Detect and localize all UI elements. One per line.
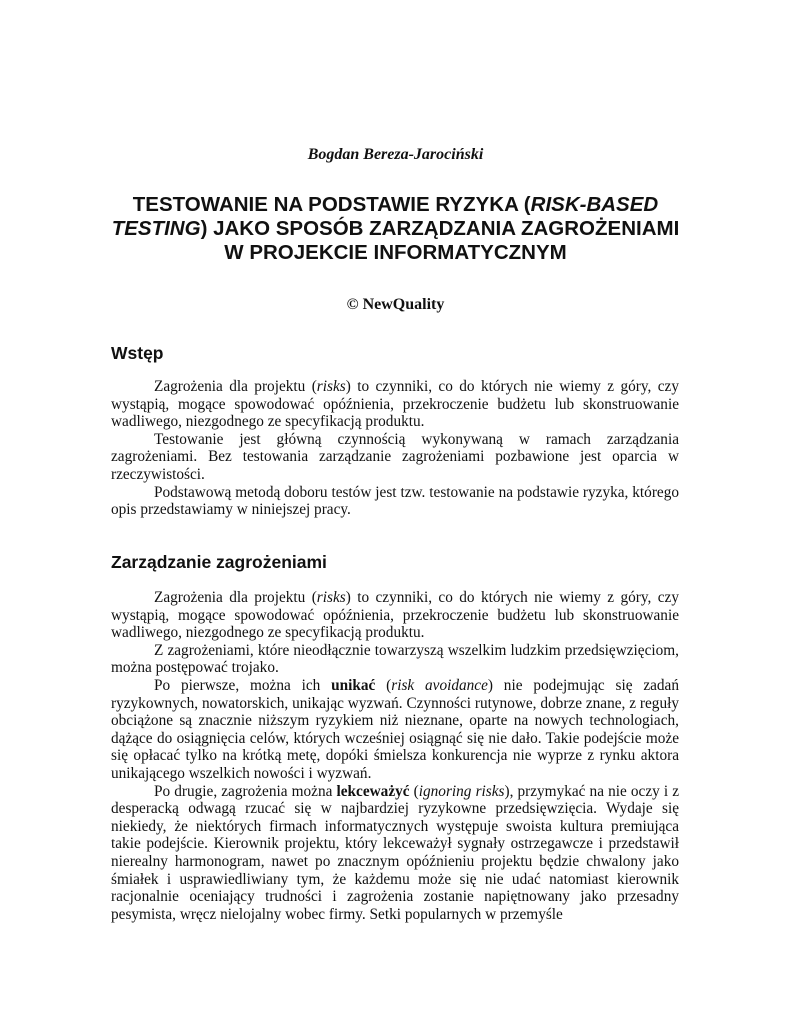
text-run: ( (409, 782, 419, 800)
text-run: Zagrożenia dla projektu ( (154, 378, 317, 395)
paragraph: Testowanie jest główną czynnością wykonywaną w ramach zarządzania zagrożeniami. Bez testowania zarządzanie zagrożeniami pozbawione jest oparcia w rzeczywistości. (111, 430, 679, 483)
section-heading-zarzadzanie: Zarządzanie zagrożeniami (111, 552, 327, 572)
paragraph (111, 589, 679, 642)
text-run: ) nie podejmując się zadań ryzykownych, nowatorskich, unikając wyzwań. Czynności rutynowe, dobrze znane, z reguły obciążone są znacznie niższym ryzykiem niż nieznane, oparte na nowych technologiach, dążące do osiągnięcia celów, których wcześniej osiągnąć się nie dało. Takie podejście może się opłacać tylko na krótką metę, dopóki śmielsza konkurencja nie wyprze z rynku aktora unikającego wszelkich nowości i wyzwań. (111, 676, 679, 782)
author-name: Bogdan Bereza-Jarociński (307, 146, 484, 163)
text-run: ), przymykać na nie oczy i z desperacką odwagą rzucać się w najbardziej ryzykowne przedsięwzięcia. Wydaje się niekiedy, że niektórych firmach informatycznych występuje swoista kultura premiująca takie podejście. Kierownik projektu, który lekceważył sygnały ostrzegawcze i przedstawił nierealny harmonogram, nawet po znacznym opóźnieniu projektu będzie chwalony jako śmiałek i usprawiedliwiany tym, że każdemu może się nie udać natomiast kierownik racjonalnie oceniający trudności i zagrożenia zostanie napiętnowany jako przesadny pesymista, wręcz nielojalny wobec firmy. Setki popularnych w przemyśle (111, 782, 680, 923)
title-part-2: ) JAKO SPOSÓB ZARZĄDZANIA ZAGROŻENIAMI W PROJEKCIE INFORMATYCZNYM (200, 217, 680, 264)
paragraph (111, 378, 679, 431)
paragraph (111, 677, 679, 783)
italic-term: ignoring risks (418, 782, 505, 800)
italic-term: risks (316, 589, 346, 606)
text-run: ) to czynniki, co do których nie wiemy z góry, czy wystąpią, mogące spowodować opóźnienia, przekroczenie budżetu lub skonstruowanie wadliwego, niezgodnego ze specyfikacją produktu. (111, 378, 679, 431)
title-part-1: TESTOWANIE NA PODSTAWIE RYZYKA ( (132, 193, 531, 216)
italic-term: risk avoidance (391, 676, 488, 694)
italic-term: risks (316, 378, 346, 395)
text-run: Zagrożenia dla projektu ( (154, 589, 317, 606)
paragraph: Z zagrożeniami, które nieodłącznie towarzyszą wszelkim ludzkim przedsięwzięciom, można postępować trojako. (111, 641, 679, 677)
paper-title (100, 193, 691, 265)
section-zarzadzanie-body (111, 589, 679, 923)
title-italic-term: RISK-BASED TESTING (111, 193, 659, 240)
copyright-notice: © NewQuality (346, 296, 445, 313)
paragraph: Podstawową metodą doboru testów jest tzw. testowanie na podstawie ryzyka, którego opis przedstawiamy w niniejszej pracy. (111, 483, 679, 519)
bold-term: lekceważyć (336, 782, 410, 800)
text-run: ( (375, 676, 392, 694)
paragraph (111, 783, 679, 924)
section-heading-wstep: Wstęp (111, 343, 164, 363)
section-wstep-body (111, 378, 679, 519)
bold-term: unikać (331, 676, 376, 694)
text-run: ) to czynniki, co do których nie wiemy z góry, czy wystąpią, mogące spowodować opóźnienia, przekroczenie budżetu lub skonstruowanie wadliwego, niezgodnego ze specyfikacją produktu. (111, 589, 679, 642)
text-run: Po pierwsze, można ich (154, 676, 332, 694)
text-run: Po drugie, zagrożenia można (154, 782, 337, 800)
